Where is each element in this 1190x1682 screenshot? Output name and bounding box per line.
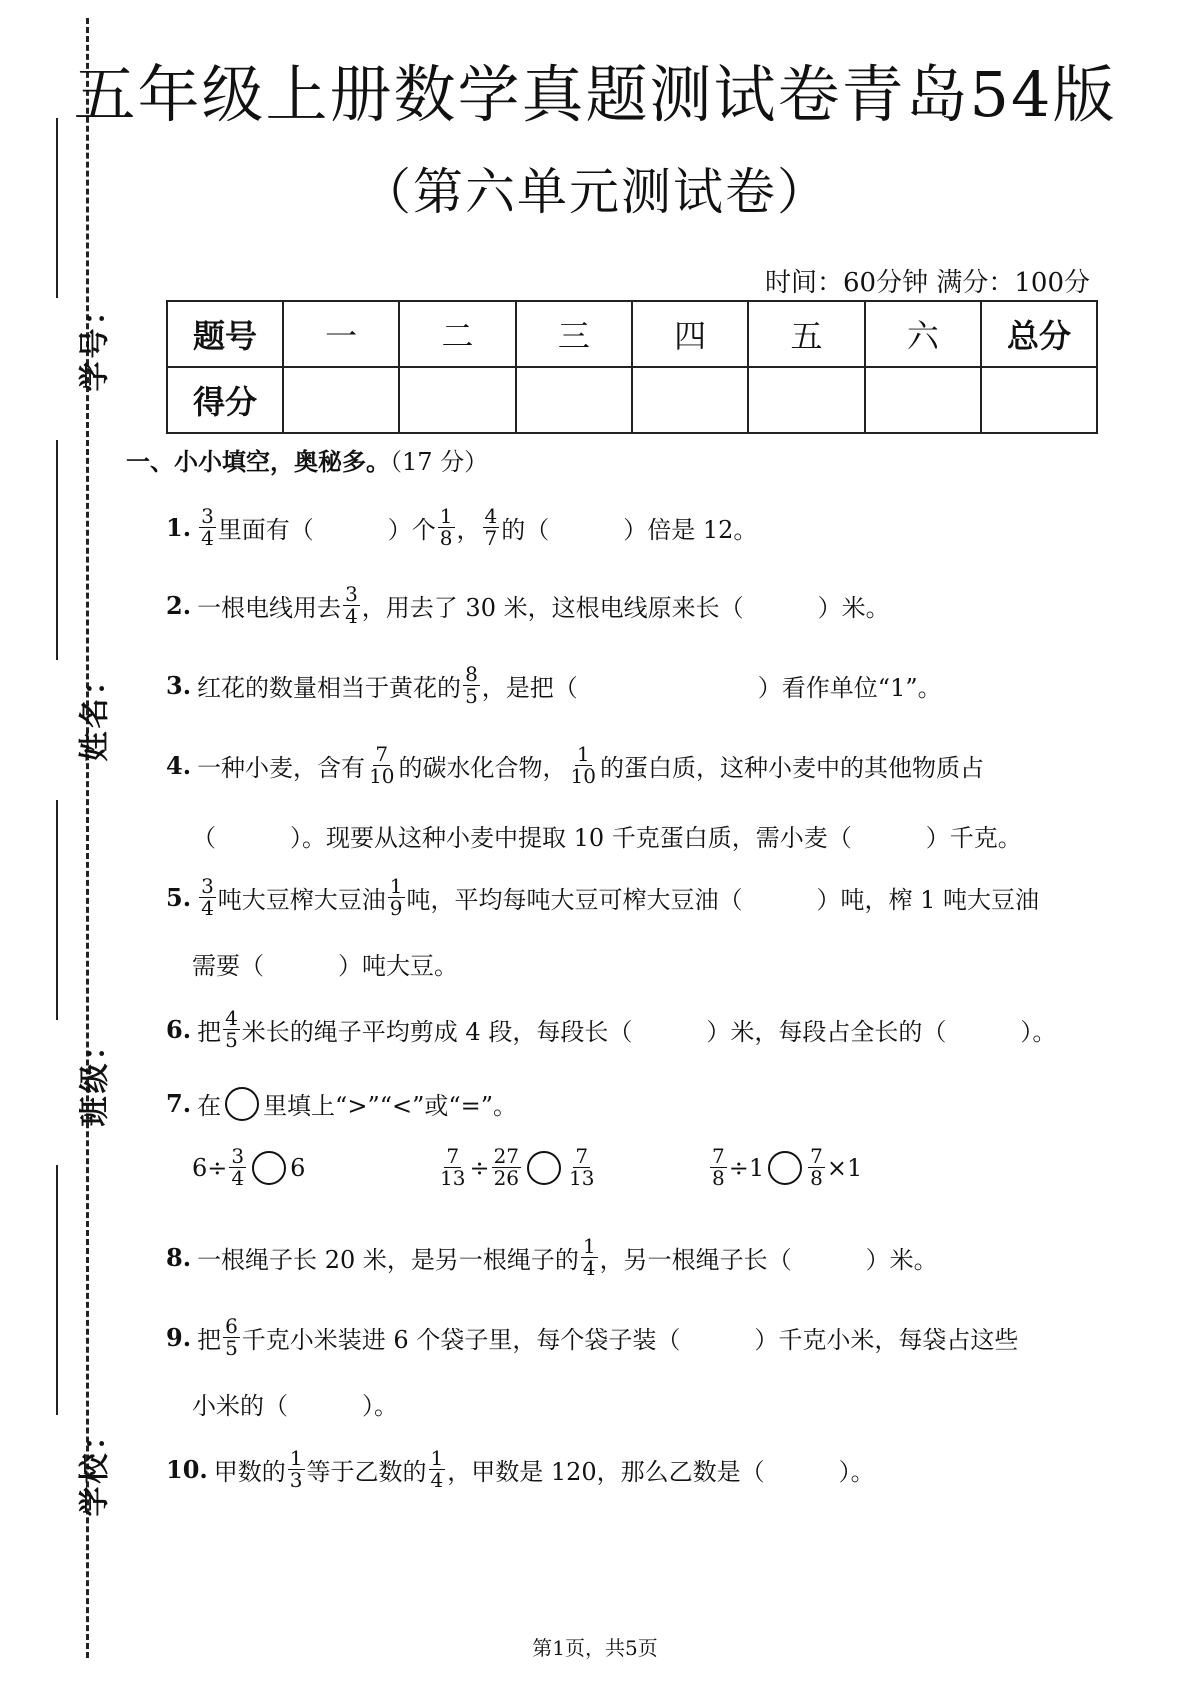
fraction bbox=[367, 744, 396, 787]
score-input-cell[interactable] bbox=[516, 367, 632, 433]
question-text: 里面有（ bbox=[217, 516, 314, 544]
question-3 bbox=[166, 664, 942, 707]
score-input-cell[interactable] bbox=[748, 367, 864, 433]
comparison-circle-input[interactable] bbox=[768, 1151, 802, 1185]
question-text: ）看作单位“1”。 bbox=[757, 674, 942, 702]
question-text: 一种小麦，含有 bbox=[197, 754, 366, 782]
score-cell: 四 bbox=[632, 301, 748, 367]
score-table-score-row bbox=[167, 367, 1097, 433]
question-10 bbox=[166, 1448, 875, 1491]
score-cell: 五 bbox=[748, 301, 864, 367]
denominator: 4 bbox=[231, 1166, 245, 1190]
fraction bbox=[429, 1448, 446, 1491]
fraction bbox=[567, 1146, 596, 1189]
numerator: 3 bbox=[231, 1144, 245, 1168]
fraction bbox=[223, 1316, 240, 1359]
denominator: 5 bbox=[225, 1336, 238, 1360]
numerator: 1 bbox=[289, 1446, 303, 1470]
denominator: 5 bbox=[225, 1028, 238, 1052]
page-footer: 第1页，共5页 bbox=[532, 1636, 658, 1660]
score-cell: 题号 bbox=[167, 301, 283, 367]
numerator: 1 bbox=[439, 504, 453, 528]
comparison-3 bbox=[708, 1146, 862, 1189]
question-number: 9. bbox=[166, 1323, 192, 1352]
denominator: 4 bbox=[430, 1468, 444, 1492]
page-subtitle: （第六单元测试卷） bbox=[361, 163, 829, 221]
question-number: 2. bbox=[166, 591, 192, 620]
denominator: 4 bbox=[345, 604, 358, 628]
expression-text: 6÷ bbox=[192, 1153, 228, 1182]
student-no-label: 学号： bbox=[77, 292, 113, 392]
question-text: 一根电线用去 bbox=[197, 594, 342, 622]
fraction bbox=[483, 506, 500, 549]
fraction bbox=[581, 1236, 598, 1279]
fraction bbox=[569, 744, 598, 787]
question-text: ，是把（ bbox=[481, 674, 578, 702]
numerator: 7 bbox=[575, 1144, 589, 1168]
fraction bbox=[229, 1146, 246, 1189]
section-1-points: （17 分） bbox=[390, 448, 489, 476]
fraction bbox=[492, 1146, 521, 1189]
class-label: 班级： bbox=[77, 1027, 113, 1127]
page-title: 五年级上册数学真题测试卷青岛54版 bbox=[73, 58, 1117, 131]
question-text: ，另一根绳子长（ bbox=[599, 1246, 792, 1274]
question-text: 小米的（ bbox=[192, 1392, 288, 1420]
question-text: ）吨大豆。 bbox=[338, 952, 458, 980]
score-cell: 总分 bbox=[981, 301, 1097, 367]
school-label: 学校： bbox=[77, 1417, 113, 1517]
denominator: 13 bbox=[569, 1166, 595, 1190]
numerator: 4 bbox=[484, 504, 498, 528]
question-number: 3. bbox=[166, 671, 192, 700]
denominator: 8 bbox=[810, 1166, 823, 1190]
comparison-1 bbox=[192, 1146, 305, 1189]
question-number: 7. bbox=[166, 1089, 192, 1118]
comparison-circle-input[interactable] bbox=[252, 1151, 286, 1185]
expression-text: 6 bbox=[290, 1153, 306, 1182]
question-text: 等于乙数的 bbox=[306, 1458, 427, 1486]
question-2 bbox=[166, 584, 890, 627]
school-line bbox=[56, 1165, 58, 1415]
numerator: 3 bbox=[201, 874, 214, 898]
numerator: 27 bbox=[493, 1144, 520, 1168]
numerator: 7 bbox=[375, 742, 389, 766]
numerator: 1 bbox=[430, 1446, 444, 1470]
question-text: ）米。 bbox=[817, 594, 890, 622]
fraction bbox=[463, 664, 480, 707]
comparison-circle-input[interactable] bbox=[527, 1151, 561, 1185]
denominator: 4 bbox=[582, 1256, 596, 1280]
fraction bbox=[388, 876, 405, 919]
score-cell: 一 bbox=[283, 301, 399, 367]
score-row-label: 得分 bbox=[167, 367, 283, 433]
question-text: 需要（ bbox=[192, 952, 264, 980]
question-text: 里填上“>”“<”或“=”。 bbox=[263, 1092, 518, 1120]
denominator: 4 bbox=[201, 526, 214, 550]
numerator: 8 bbox=[465, 662, 478, 686]
question-text: 在 bbox=[197, 1092, 222, 1120]
denominator: 3 bbox=[289, 1468, 303, 1492]
score-cell: 三 bbox=[516, 301, 632, 367]
question-9 bbox=[166, 1316, 1018, 1359]
fraction bbox=[438, 1146, 467, 1189]
question-text: ）个 bbox=[387, 516, 436, 544]
numerator: 7 bbox=[810, 1144, 823, 1168]
denominator: 8 bbox=[439, 526, 453, 550]
section-1-heading bbox=[126, 442, 488, 477]
question-1 bbox=[166, 506, 757, 549]
denominator: 9 bbox=[389, 896, 403, 920]
expression-text: ×1 bbox=[826, 1153, 863, 1182]
question-number: 1. bbox=[166, 513, 192, 542]
denominator: 7 bbox=[484, 526, 498, 550]
fraction bbox=[199, 876, 216, 919]
score-cell: 六 bbox=[865, 301, 981, 367]
question-8 bbox=[166, 1236, 938, 1279]
question-text: ）倍是 12。 bbox=[623, 516, 758, 544]
fraction bbox=[199, 506, 216, 549]
question-4-line-2 bbox=[192, 818, 1022, 853]
question-number: 5. bbox=[166, 883, 192, 912]
numerator: 1 bbox=[576, 742, 590, 766]
question-text: ）。 bbox=[838, 1458, 875, 1486]
name-line bbox=[56, 440, 58, 660]
numerator: 7 bbox=[446, 1144, 460, 1168]
question-number: 6. bbox=[166, 1015, 192, 1044]
question-text: 的蛋白质，这种小麦中的其他物质占 bbox=[599, 754, 984, 782]
question-text: 甲数的 bbox=[213, 1458, 286, 1486]
question-text: ， bbox=[456, 516, 481, 544]
question-text: ）。 bbox=[362, 1392, 398, 1420]
denominator: 5 bbox=[465, 684, 478, 708]
fraction bbox=[710, 1146, 727, 1189]
question-text: ）。现要从这种小麦中提取 10 千克蛋白质，需小麦（ bbox=[290, 824, 852, 852]
denominator: 10 bbox=[570, 764, 596, 788]
question-text: 的碳水化合物， bbox=[398, 754, 567, 782]
binding-dashed-line bbox=[86, 18, 89, 1658]
numerator: 1 bbox=[582, 1234, 596, 1258]
question-text: 吨，平均每吨大豆可榨大豆油（ bbox=[406, 886, 743, 914]
numerator: 7 bbox=[712, 1144, 725, 1168]
fraction bbox=[223, 1008, 240, 1051]
question-number: 10. bbox=[166, 1455, 208, 1484]
class-line bbox=[56, 800, 58, 1020]
fraction bbox=[288, 1448, 305, 1491]
numerator: 6 bbox=[225, 1314, 238, 1338]
question-text: 红花的数量相当于黄花的 bbox=[197, 674, 462, 702]
question-4 bbox=[166, 744, 984, 787]
question-6 bbox=[166, 1008, 1056, 1051]
numerator: 3 bbox=[201, 504, 214, 528]
question-5 bbox=[166, 876, 1039, 919]
score-table bbox=[166, 300, 1098, 434]
score-input-cell[interactable] bbox=[632, 367, 748, 433]
question-text: 吨大豆榨大豆油 bbox=[217, 886, 386, 914]
question-text: 一根绳子长 20 米，是另一根绳子的 bbox=[197, 1246, 579, 1274]
question-9-line-2 bbox=[192, 1386, 398, 1421]
fraction bbox=[808, 1146, 825, 1189]
expression-text: ÷ bbox=[469, 1153, 490, 1182]
numerator: 3 bbox=[345, 582, 358, 606]
question-text: ）吨，榨 1 吨大豆油 bbox=[816, 886, 1040, 914]
denominator: 8 bbox=[712, 1166, 725, 1190]
score-input-cell[interactable] bbox=[283, 367, 399, 433]
question-text: 把 bbox=[197, 1326, 222, 1354]
question-text: 的（ bbox=[501, 516, 550, 544]
fraction bbox=[438, 506, 455, 549]
question-text: 米长的绳子平均剪成 4 段，每段长（ bbox=[241, 1018, 633, 1046]
question-7 bbox=[166, 1086, 517, 1121]
denominator: 4 bbox=[201, 896, 214, 920]
question-text: ）。 bbox=[1020, 1018, 1057, 1046]
denominator: 10 bbox=[369, 764, 395, 788]
exam-meta: 时间：60分钟 满分：100分 bbox=[765, 268, 1090, 298]
numerator: 4 bbox=[225, 1006, 238, 1030]
question-5-line-2 bbox=[192, 946, 458, 981]
score-input-cell[interactable] bbox=[981, 367, 1097, 433]
score-table-header-row bbox=[167, 301, 1097, 367]
question-text: ）米，每段占全长的（ bbox=[706, 1018, 947, 1046]
score-cell: 二 bbox=[399, 301, 515, 367]
question-number: 4. bbox=[166, 751, 192, 780]
denominator: 26 bbox=[493, 1166, 520, 1190]
question-text: ，甲数是 120，那么乙数是（ bbox=[447, 1458, 765, 1486]
question-text: （ bbox=[192, 824, 216, 852]
question-text: 千克小米装进 6 个袋子里，每个袋子装（ bbox=[241, 1326, 681, 1354]
question-text: 把 bbox=[197, 1018, 222, 1046]
name-label: 姓名： bbox=[77, 662, 113, 762]
question-text: ，用去了 30 米，这根电线原来长（ bbox=[361, 594, 744, 622]
fraction bbox=[343, 584, 360, 627]
circle-icon bbox=[225, 1087, 259, 1121]
question-text: ）千克。 bbox=[925, 824, 1022, 852]
expression-text: ÷1 bbox=[728, 1153, 765, 1182]
comparison-2 bbox=[436, 1146, 598, 1189]
denominator: 13 bbox=[440, 1166, 466, 1190]
question-text: ）米。 bbox=[865, 1246, 938, 1274]
score-input-cell[interactable] bbox=[865, 367, 981, 433]
section-1-title: 一、小小填空，奥秘多。 bbox=[126, 447, 390, 476]
question-text: ）千克小米，每袋占这些 bbox=[754, 1326, 1019, 1354]
score-input-cell[interactable] bbox=[399, 367, 515, 433]
numerator: 1 bbox=[389, 874, 403, 898]
question-number: 8. bbox=[166, 1243, 192, 1272]
